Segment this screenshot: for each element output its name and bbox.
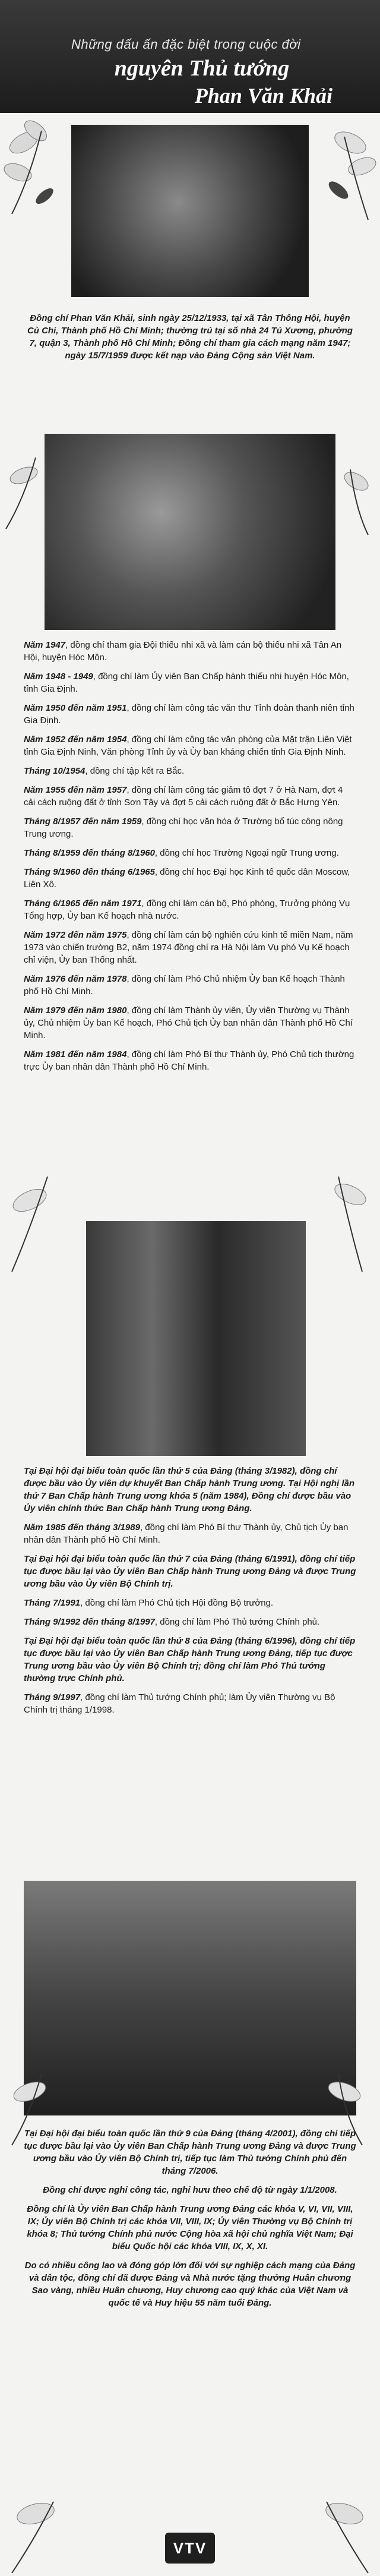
timeline-entry — [24, 1691, 356, 1716]
timeline-date: Năm 1979 đến năm 1980 — [24, 1005, 127, 1016]
header-title-line2: Phan Văn Khải — [194, 84, 332, 108]
timeline-text: , đồng chí học văn hóa ở Trường bổ túc công nông Trung ương. — [24, 816, 343, 839]
timeline-section-1 — [24, 639, 356, 1080]
timeline-text: , đồng chí học Đại học Kinh tế quốc dân Moscow, Liên Xô. — [24, 867, 350, 890]
timeline-text: , đồng chí làm Phó Chủ nhiệm Ủy ban Kế hoạch Thành phố Hồ Chí Minh. — [24, 974, 345, 997]
timeline-text: , đồng chí làm Phó Chủ tịch Hội đồng Bộ trưởng. — [80, 1598, 274, 1608]
timeline-date: Tháng 9/1997 — [24, 1692, 81, 1702]
timeline-text: , đồng chí làm Phó Bí thư Thành ủy, Phó Chủ tịch thường trực Ủy ban nhân dân Thành phố Hồ Chí Minh. — [24, 1049, 354, 1072]
timeline-text: , đồng chí làm Phó Bí thư Thành ủy, Chủ tịch Ủy ban nhân dân Thành phố Hồ Chí Minh. — [24, 1522, 349, 1545]
timeline-section-2 — [24, 1465, 356, 1723]
timeline-entry — [24, 1635, 356, 1685]
timeline-date: Tháng 8/1959 đến tháng 8/1960 — [24, 848, 155, 858]
timeline-date: Năm 1948 - 1949 — [24, 671, 93, 682]
timeline-date: Năm 1981 đến năm 1984 — [24, 1049, 127, 1060]
timeline-entry — [24, 1048, 356, 1073]
timeline-text: , đồng chí làm công tác văn thư Tỉnh đoàn thanh niên tỉnh Gia Định. — [24, 703, 354, 726]
timeline-date: Tháng 10/1954 — [24, 766, 86, 776]
timeline-date: Năm 1955 đến năm 1957 — [24, 785, 127, 795]
timeline-date: Tháng 9/1992 đến tháng 8/1997 — [24, 1617, 155, 1627]
timeline-entry — [24, 866, 356, 891]
timeline-entry — [24, 847, 356, 859]
flower-decoration-bottom-left — [0, 2466, 89, 2576]
timeline-entry — [24, 1004, 356, 1042]
timeline-date: Năm 1947 — [24, 640, 66, 650]
portrait-photo — [71, 125, 309, 297]
timeline-entry — [24, 702, 356, 727]
timeline-date: Tháng 6/1965 đến năm 1971 — [24, 898, 142, 909]
timeline-date: Năm 1950 đến năm 1951 — [24, 703, 127, 713]
closing-paragraph-3: Đồng chí là Ủy viên Ban Chấp hành Trung ương Đảng các khóa V, VI, VII, VIII, IX; Ủy viên Bộ Chính trị các khóa VII, VIII, IX; Ủy viên Thường vụ Bộ Chính trị khóa 8; Thủ tướng Chính phủ nước Cộng hòa xã hội chủ nghĩa Việt Nam; Đại biểu Quốc hội các khóa VIII, IX, X, XI. — [27, 2204, 353, 2252]
timeline-date: Năm 1972 đến năm 1975 — [24, 930, 127, 940]
closing-paragraph-4: Do có nhiều công lao và đóng góp lớn đối với sự nghiệp cách mạng của Đảng và dân tộc, đồng chí đã được Đảng và Nhà nước tặng thưởng Huân chương Sao vàng, nhiều Huân chương, Huy chương cao quý khác của Việt Nam và quốc tế và Huy hiệu 55 năm tuổi Đảng. — [24, 2260, 356, 2308]
timeline-date: Tại Đại hội đại biểu toàn quốc lần thứ 7 của Đảng (tháng 6/1991), đồng chí tiếp tục được bầu lại vào Ủy viên Ban Chấp hành Trung ương Đảng và được Trung ương bầu vào Ủy viên Bộ Chính trị. — [24, 1554, 356, 1589]
timeline-entry — [24, 973, 356, 998]
flower-decoration-right — [315, 101, 380, 232]
timeline-text: , đồng chí làm công tác văn phòng của Mặt trận Liên Việt tỉnh Gia Định Ninh, Văn phòng Tỉnh ủy và Ủy ban kháng chiến tỉnh Gia Định Ninh. — [24, 734, 352, 757]
timeline-entry — [24, 1521, 356, 1546]
flower-decoration-right-2 — [332, 440, 380, 541]
timeline-entry — [24, 1553, 356, 1590]
intro-paragraph: Đồng chí Phan Văn Khải, sinh ngày 25/12/1933, tại xã Tân Thông Hội, huyện Củ Chi, Thành phố Hồ Chí Minh; thường trú tại số nhà 24 Tú Xương, phường 7, quận 3, Thành phố Hồ Chí Minh; Đồng chí tham gia cách mạng năm 1947; ngày 15/7/1959 được kết nạp vào Đảng Cộng sản Việt Nam. — [27, 313, 353, 361]
timeline-entry — [24, 897, 356, 922]
header-subtitle: Những dấu ấn đặc biệt trong cuộc đời — [71, 37, 301, 52]
header-title-line1: nguyên Thủ tướng — [114, 56, 290, 81]
timeline-entry — [24, 1597, 356, 1609]
timeline-entry — [24, 733, 356, 758]
timeline-entry — [24, 929, 356, 966]
timeline-text: , đồng chí làm Thành ủy viên, Ủy viên Thường vụ Thành ủy, Chủ nhiệm Ủy ban Kế hoạch, Phó Chủ tịch Ủy ban nhân dân Thành phố Hồ Chí Minh. — [24, 1005, 353, 1041]
timeline-entry — [24, 670, 356, 695]
timeline-text: , đồng chí làm công tác giảm tô đợt 7 ở Hà Nam, đợt 4 cải cách ruộng đất ở tỉnh Sơn Tây và đợt 5 cải cách ruộng đất ở Bắc Hưng Yên. — [24, 785, 343, 808]
timeline-entry — [24, 784, 356, 809]
timeline-date: Tại Đại hội đại biểu toàn quốc lần thứ 8 của Đảng (tháng 6/1996), đồng chí tiếp tục được bầu lại vào Ủy viên Ban Chấp hành Trung ương Đảng, tiếp tục được Trung ương bầu vào Ủy viên Bộ Chính trị; đồng chí làm Phó Thủ tướng thường trực Chính phủ. — [24, 1636, 356, 1683]
timeline-entry — [24, 1465, 356, 1515]
timeline-date: Tháng 8/1957 đến năm 1959 — [24, 816, 142, 827]
timeline-text: , đồng chí tập kết ra Bắc. — [85, 766, 185, 776]
closing-paragraph-2: Đồng chí được nghỉ công tác, nghỉ hưu theo chế độ từ ngày 1/1/2008. — [43, 2185, 337, 2195]
speech-photo — [45, 434, 335, 630]
closing-paragraph-1: Tại Đại hội đại biểu toàn quốc lần thứ 9 của Đảng (tháng 4/2001), đồng chí tiếp tục được bầu lại vào Ủy viên Ban Chấp hành Trung ương Đảng và được Trung ương bầu vào Ủy viên Bộ Chính trị, tiếp tục làm Thủ tướng Chính phủ đến tháng 7/2006. — [24, 2129, 356, 2176]
timeline-text: , đồng chí làm cán bộ, Phó phòng, Trưởng phòng Vụ Tổng hợp, Ủy ban Kế hoạch nhà nước. — [24, 898, 350, 921]
flower-decoration-left-3 — [0, 1147, 71, 1278]
flower-decoration-left — [0, 107, 65, 226]
timeline-entry — [24, 765, 356, 777]
timeline-date: Năm 1985 đến tháng 3/1989 — [24, 1522, 140, 1533]
timeline-date: Tháng 7/1991 — [24, 1598, 81, 1608]
timeline-date: Năm 1976 đến năm 1978 — [24, 974, 127, 984]
delegation-photo — [24, 1881, 356, 2115]
flower-decoration-right-3 — [315, 1141, 380, 1278]
timeline-date: Tại Đại hội đại biểu toàn quốc lần thứ 5 của Đảng (tháng 3/1982), đồng chí được bầu vào Ủy viên dự khuyết Ban Chấp hành Trung ương. Tại Hội nghị lần thứ 7 Ban Chấp hành Trung ương khóa 5 (năm 1984), Đồng chí được bầu vào Ủy viên chính thức Ban Chấp hành Trung ương Đảng. — [24, 1466, 355, 1514]
timeline-date: Tháng 9/1960 đến tháng 6/1965 — [24, 867, 155, 877]
timeline-entry — [24, 1616, 356, 1628]
timeline-entry — [24, 815, 356, 840]
timeline-text: , đồng chí làm Thủ tướng Chính phủ; làm Ủy viên Thường vụ Bộ Chính trị tháng 1/1998. — [24, 1692, 335, 1715]
timeline-date: Năm 1952 đến năm 1954 — [24, 734, 127, 745]
timeline-text: , đồng chí tham gia Đội thiếu nhi xã và làm cán bộ thiếu nhi xã Tân An Hội, huyện Hóc Môn. — [24, 640, 342, 663]
flag-applause-photo — [86, 1221, 306, 1456]
timeline-text: , đồng chí làm Phó Thủ tướng Chính phủ. — [154, 1617, 320, 1627]
timeline-entry — [24, 639, 356, 664]
timeline-text: , đồng chí học Trường Ngoại ngữ Trung ương. — [154, 848, 339, 858]
header-banner — [0, 0, 380, 113]
timeline-text: , đồng chí làm cán bộ nghiên cứu kinh tế miền Nam, năm 1973 vào chiến trường B2, năm 1974 đồng chí ra Hà Nội làm Vụ phó Vụ Kế hoạch chỉ viện, Ủy ban Thống nhất. — [24, 930, 353, 965]
vtv-logo: VTV — [165, 2533, 215, 2564]
timeline-text: , đồng chí làm Ủy viên Ban Chấp hành thiếu nhi huyện Hóc Môn, tỉnh Gia Định. — [24, 671, 349, 694]
closing-section — [24, 2127, 356, 2316]
flower-decoration-bottom-right — [291, 2466, 380, 2576]
